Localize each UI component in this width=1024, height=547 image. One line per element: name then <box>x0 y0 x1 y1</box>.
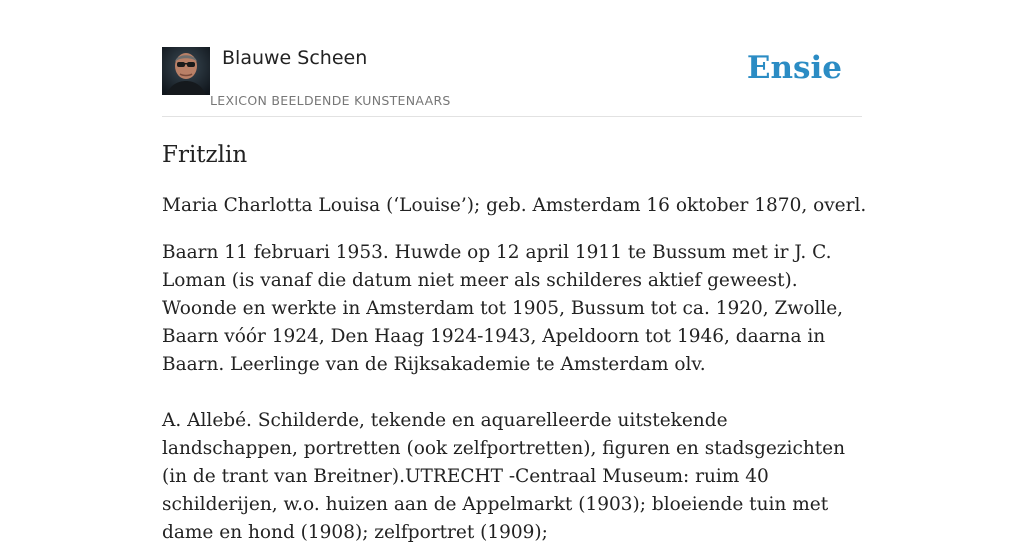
brand-logo[interactable]: Ensie <box>746 50 842 86</box>
publication-label[interactable]: LEXICON BEELDENDE KUNSTENAARS <box>210 93 451 108</box>
author-avatar[interactable] <box>162 47 210 95</box>
article-paragraph: A. Allebé. Schilderde, tekende en aquarelleerde uitstekende landschappen, portretten (ook zelfportretten), figuren en stadsgezichten (in de trant van Breitner).UTRECHT -Centraal Museum: ruim 40 schilderijen, w.o. huizen aan de Appelmarkt (1903); bloeiende tuin met dame en hond (1908); zelfportret (1909); <box>162 410 846 543</box>
page-header <box>162 46 862 117</box>
author-avatar-image <box>162 47 210 95</box>
article-paragraph: Baarn 11 februari 1953. Huwde op 12 april 1911 te Bussum met ir J. C. Loman (is vanaf die datum niet meer als schilderes aktief geweest). Woonde en werkte in Amsterdam tot 1905, Bussum tot ca. 1920, Zwolle, Baarn vóór 1924, Den Haag 1924-1943, Apeldoorn tot 1946, daarna in Baarn. Leerlinge van de Rijksakademie te Amsterdam olv. <box>162 242 844 375</box>
article-lead: Maria Charlotta Louisa (‘Louise’); geb. Amsterdam 16 oktober 1870, overl. <box>162 195 867 216</box>
author-name[interactable]: Blauwe Scheen <box>222 47 368 69</box>
article-title: Fritzlin <box>162 142 248 168</box>
